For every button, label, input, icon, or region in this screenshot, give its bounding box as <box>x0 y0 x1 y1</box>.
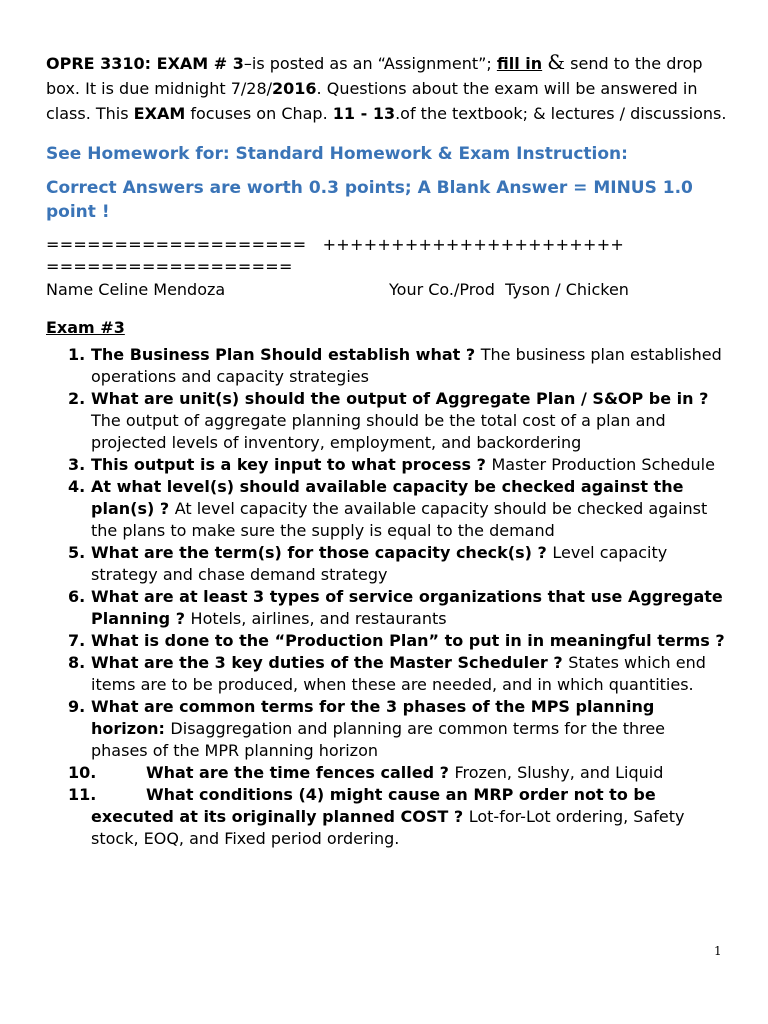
question-number: 10. <box>68 763 97 782</box>
question-item <box>46 630 726 652</box>
question-item <box>46 476 726 542</box>
exam-heading: Exam #3 <box>46 318 125 337</box>
intro-text-5: .of the textbook; & lectures / discussions. <box>395 104 727 123</box>
question-number: 3. <box>68 455 86 474</box>
intro-text-4: focuses on Chap. <box>185 104 333 123</box>
question-number: 6. <box>68 587 86 606</box>
question-text: This output is a key input to what process ? <box>91 455 492 474</box>
homework-instruction: See Homework for: Standard Homework & Exam Instruction: <box>46 144 628 164</box>
separator-line-1: =================== ++++++++++++++++++++++ <box>46 235 625 254</box>
answer-text: The business plan established operations and capacity strategies <box>91 345 722 386</box>
intro-text-2: send to the drop box. It is due midnight 7/28/ <box>46 54 703 98</box>
chapter-range: 11 - 13 <box>332 104 396 123</box>
question-text: What are the time fences called ? <box>146 763 455 782</box>
question-number: 7. <box>68 631 86 650</box>
question-text: What are at least 3 types of service organizations that use Aggregate Planning ? <box>91 587 723 628</box>
intro-paragraph <box>46 50 736 126</box>
due-year: 2016 <box>272 79 317 98</box>
question-item <box>46 454 726 476</box>
question-item <box>46 696 726 762</box>
student-info-row <box>46 280 736 302</box>
question-item <box>46 542 726 586</box>
question-item <box>46 586 726 630</box>
question-text: At what level(s) should available capacity be checked against the plan(s) ? <box>91 477 684 518</box>
question-item <box>46 388 726 454</box>
question-item <box>46 652 726 696</box>
question-text: What conditions (4) might cause an MRP order not to be executed at its originally planned COST ? <box>91 785 656 826</box>
answer-text: Lot-for-Lot ordering, Safety stock, EOQ, and Fixed period ordering. <box>91 807 685 848</box>
question-number: 5. <box>68 543 86 562</box>
question-item <box>46 762 726 784</box>
answer-text: Disaggregation and planning are common terms for the three phases of the MPR planning horizon <box>91 719 666 760</box>
question-item <box>46 344 726 388</box>
question-number: 4. <box>68 477 86 496</box>
answer-text: States which end items are to be produced, when these are needed, and in which quantities. <box>91 653 706 694</box>
answer-text: Frozen, Slushy, and Liquid <box>454 763 664 782</box>
question-text: What are the 3 key duties of the Master Scheduler ? <box>91 653 569 672</box>
question-text: The Business Plan Should establish what ? <box>91 345 481 364</box>
intro-text-3: . Questions about the exam will be answered in class. This <box>46 79 698 123</box>
question-number: 11. <box>68 785 97 804</box>
answer-text: The output of aggregate planning should be the total cost of a plan and projected levels of inventory, employment, and backordering <box>91 411 666 452</box>
question-text: What are the term(s) for those capacity check(s) ? <box>91 543 553 562</box>
answer-text: Master Production Schedule <box>491 455 715 474</box>
intro-text-1: –is posted as an “Assignment”; <box>243 54 497 73</box>
student-name: Name Celine Mendoza <box>46 280 226 299</box>
question-number: 1. <box>68 345 86 364</box>
question-number: 8. <box>68 653 86 672</box>
question-text: What are unit(s) should the output of Aggregate Plan / S&OP be in ? <box>91 389 709 408</box>
question-text: What are common terms for the 3 phases of the MPS planning horizon: <box>91 697 655 738</box>
question-list <box>46 344 726 850</box>
fill-in-text: fill in <box>496 54 543 73</box>
ampersand: & <box>547 50 566 74</box>
exam-word: EXAM <box>133 104 186 123</box>
answer-text: At level capacity the available capacity should be checked against the plans to make sure the supply is equal to the demand <box>91 499 708 540</box>
question-number: 9. <box>68 697 86 716</box>
company-product: Your Co./Prod Tyson / Chicken <box>389 280 629 299</box>
question-item <box>46 784 726 850</box>
question-number: 2. <box>68 389 86 408</box>
scoring-note: Correct Answers are worth 0.3 points; A Blank Answer = MINUS 1.0 point ! <box>46 178 693 222</box>
page-number: 1 <box>714 944 722 958</box>
answer-text: Hotels, airlines, and restaurants <box>190 609 447 628</box>
answer-text: Level capacity strategy and chase demand strategy <box>91 543 668 584</box>
separator-line-2: ================== <box>46 257 293 276</box>
course-title: OPRE 3310: EXAM # 3 <box>46 54 244 73</box>
question-text: What is done to the “Production Plan” to put in in meaningful terms ? <box>91 631 725 650</box>
